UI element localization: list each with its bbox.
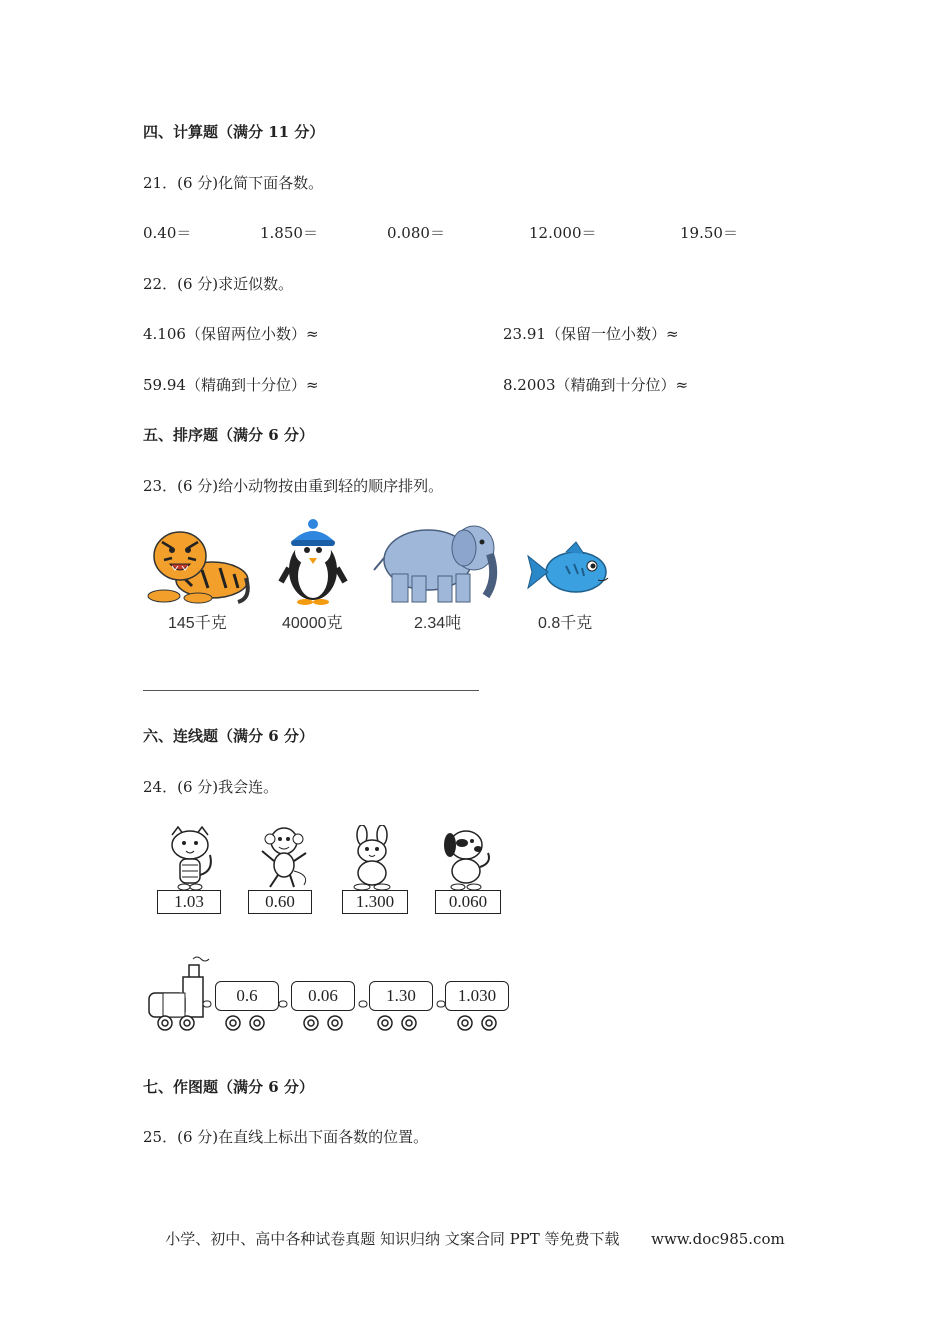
q25-stem: 25．(6 分)在直线上标出下面各数的位置。 — [143, 1128, 429, 1146]
footer-text: 小学、初中、高中各种试卷真题 知识归纳 文案合同 PPT 等免费下载 — [165, 1230, 620, 1248]
q21-item: 12.000＝ — [529, 224, 597, 242]
q21-item: 1.850＝ — [260, 224, 318, 242]
q22-stem: 22．(6 分)求近似数。 — [143, 275, 294, 293]
monkey-icon — [254, 825, 314, 891]
animal-value-box: 0.60 — [248, 890, 312, 914]
cat-icon — [160, 825, 220, 891]
section-5-heading: 五、排序题（满分 6 分） — [143, 426, 314, 444]
section-7-heading: 七、作图题（满分 6 分） — [143, 1078, 314, 1096]
q21-item: 19.50＝ — [680, 224, 738, 242]
train-car-value: 1.30 — [369, 981, 433, 1011]
train-car-value: 1.030 — [445, 981, 509, 1011]
animal-value-box: 0.060 — [435, 890, 501, 914]
fish-icon — [526, 540, 616, 602]
penguin-icon — [277, 518, 349, 606]
footer-url[interactable]: www.doc985.com — [651, 1230, 785, 1248]
answer-line — [143, 690, 479, 691]
elephant-icon — [372, 518, 502, 606]
q22-item: 8.2003（精确到十分位）≈ — [503, 376, 689, 394]
animal-value-box: 1.03 — [157, 890, 221, 914]
q21-item: 0.080＝ — [387, 224, 445, 242]
rabbit-icon — [340, 825, 404, 891]
q22-item: 4.106（保留两位小数）≈ — [143, 325, 319, 343]
animal-weight-label: 40000克 — [282, 615, 343, 632]
section-6-heading: 六、连线题（满分 6 分） — [143, 727, 314, 745]
footer — [0, 1228, 950, 1249]
section-4-heading: 四、计算题（满分 11 分） — [143, 123, 325, 141]
q24-stem: 24．(6 分)我会连。 — [143, 778, 279, 796]
q21-item: 0.40＝ — [143, 224, 192, 242]
dog-icon — [436, 825, 496, 891]
train-car-value: 0.6 — [215, 981, 279, 1011]
animal-weight-label: 2.34吨 — [414, 615, 462, 632]
animal-weight-label: 0.8千克 — [538, 615, 593, 632]
tiger-icon — [142, 518, 252, 606]
q23-stem: 23．(6 分)给小动物按由重到轻的顺序排列。 — [143, 477, 444, 495]
train-car-value: 0.06 — [291, 981, 355, 1011]
q22-item: 59.94（精确到十分位）≈ — [143, 376, 319, 394]
animal-weight-label: 145千克 — [168, 615, 227, 632]
q21-stem: 21．(6 分)化简下面各数。 — [143, 174, 324, 192]
q22-item: 23.91（保留一位小数）≈ — [503, 325, 679, 343]
animal-value-box: 1.300 — [342, 890, 408, 914]
